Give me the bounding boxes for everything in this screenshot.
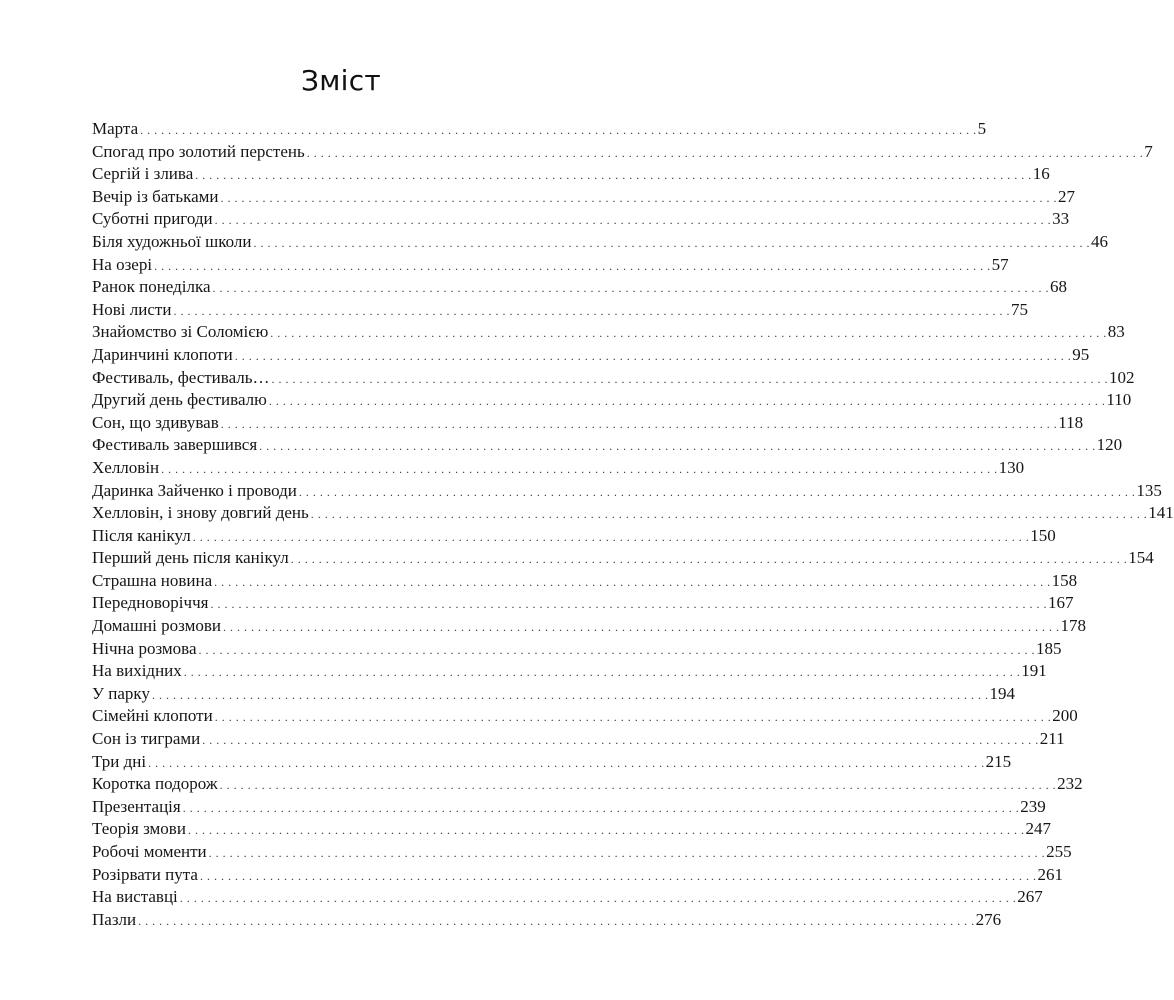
dot-leader: . . . . . . . . . . . . . . . . . . . . . . . . . . . . . . . . . . . . . . . . . . . . . . . . . . . . . . . . . . . . . . . . . . . . . . . . . . . . . . . . . . . . . . . . . . . . . . . . . . . . . . . . . . . . . . . . . . . . . . . . <box>271 371 1108 386</box>
toc-entry-title: Розірвати пута <box>92 864 198 884</box>
page-title: Зміст <box>300 64 382 97</box>
dot-leader: . . . . . . . . . . . . . . . . . . . . . . . . . . . . . . . . . . . . . . . . . . . . . . . . . . . . . . . . . . . . . . . . . . . . . . . . . . . . . . . . . . . . . . . . . . . . . . . . . . . . . . . . . . . . . . . . . . . . . . . . <box>253 235 1090 250</box>
toc-entry <box>92 615 1086 638</box>
toc-entry <box>92 864 1063 887</box>
dot-leader: . . . . . . . . . . . . . . . . . . . . . . . . . . . . . . . . . . . . . . . . . . . . . . . . . . . . . . . . . . . . . . . . . . . . . . . . . . . . . . . . . . . . . . . . . . . . . . . . . . . . . . . . . . . . . . . . . . . . . . . . <box>192 529 1030 544</box>
toc-entry-title: На озері <box>92 254 153 274</box>
toc-entry <box>92 638 1062 661</box>
toc-entry-page-number: 232 <box>1057 774 1083 794</box>
toc-entry-page-number: 95 <box>1072 344 1090 364</box>
toc-entry-page-number: 150 <box>1030 525 1056 545</box>
toc-entry-page-number: 158 <box>1051 570 1078 590</box>
dot-leader: . . . . . . . . . . . . . . . . . . . . . . . . . . . . . . . . . . . . . . . . . . . . . . . . . . . . . . . . . . . . . . . . . . . . . . . . . . . . . . . . . . . . . . . . . . . . . . . . . . . . . . . . . . . . . . . . . . . . . . . . <box>220 190 1058 205</box>
toc-entry-title: Сон із тиграми <box>92 729 201 749</box>
dot-leader: . . . . . . . . . . . . . . . . . . . . . . . . . . . . . . . . . . . . . . . . . . . . . . . . . . . . . . . . . . . . . . . . . . . . . . . . . . . . . . . . . . . . . . . . . . . . . . . . . . . . . . . . . . . . . . . . . . . . . . . . <box>270 326 1107 341</box>
dot-leader: . . . . . . . . . . . . . . . . . . . . . . . . . . . . . . . . . . . . . . . . . . . . . . . . . . . . . . . . . . . . . . . . . . . . . . . . . . . . . . . . . . . . . . . . . . . . . . . . . . . . . . . . . . . . . . . . . . . . . . . . <box>182 800 1020 815</box>
toc-entry-title: Презентація <box>92 796 181 816</box>
dot-leader: . . . . . . . . . . . . . . . . . . . . . . . . . . . . . . . . . . . . . . . . . . . . . . . . . . . . . . . . . . . . . . . . . . . . . . . . . . . . . . . . . . . . . . . . . . . . . . . . . . . . . . . . . . . . . . . . . . . . . . . . <box>268 394 1106 409</box>
toc-entry-title: Хелловін <box>92 457 160 477</box>
dot-leader: . . . . . . . . . . . . . . . . . . . . . . . . . . . . . . . . . . . . . . . . . . . . . . . . . . . . . . . . . . . . . . . . . . . . . . . . . . . . . . . . . . . . . . . . . . . . . . . . . . . . . . . . . . . . . . . . . . . . . . . . <box>187 823 1025 838</box>
toc-entry-title: Передноворіччя <box>92 593 209 613</box>
toc-entry <box>92 254 1009 277</box>
toc-entry-page-number: 255 <box>1046 842 1072 861</box>
toc-entry <box>92 231 1108 254</box>
toc-entry-page-number: 141 <box>1148 503 1174 523</box>
toc-entry-title: Страшна новина <box>92 570 213 590</box>
toc-entry <box>92 299 1028 322</box>
toc-entry <box>92 163 1050 186</box>
toc-entry-page-number: 68 <box>1050 277 1068 297</box>
toc-entry-title: Фестиваль завершився <box>92 435 258 455</box>
toc-entry-page-number: 154 <box>1128 548 1154 568</box>
toc-entry <box>92 344 1090 367</box>
toc-entry-title: Знайомство зі Соломією <box>92 322 269 342</box>
toc-entry-title: Нічна розмова <box>92 638 197 658</box>
table-of-contents <box>92 118 1174 931</box>
toc-entry <box>92 525 1056 548</box>
toc-entry-page-number: 200 <box>1052 706 1078 726</box>
toc-entry <box>92 186 1076 209</box>
toc-entry-title: У парку <box>92 683 150 703</box>
dot-leader: . . . . . . . . . . . . . . . . . . . . . . . . . . . . . . . . . . . . . . . . . . . . . . . . . . . . . . . . . . . . . . . . . . . . . . . . . . . . . . . . . . . . . . . . . . . . . . . . . . . . . . . . . . . . . . . . . . . . . . . . <box>214 213 1052 228</box>
toc-entry <box>92 389 1132 412</box>
toc-entry-page-number: 135 <box>1136 480 1162 500</box>
toc-entry-page-number: 239 <box>1020 796 1046 816</box>
dot-leader: . . . . . . . . . . . . . . . . . . . . . . . . . . . . . . . . . . . . . . . . . . . . . . . . . . . . . . . . . . . . . . . . . . . . . . . . . . . . . . . . . . . . . . . . . . . . . . . . . . . . . . . . . . . . . . . . . . . . . . . . <box>210 597 1047 612</box>
toc-entry <box>92 118 987 141</box>
dot-leader: . . . . . . . . . . . . . . . . . . . . . . . . . . . . . . . . . . . . . . . . . . . . . . . . . . . . . . . . . . . . . . . . . . . . . . . . . . . . . . . . . . . . . . . . . . . . . . . . . . . . . . . . . . . . . . . . . . . . . . . . <box>173 303 1010 318</box>
dot-leader: . . . . . . . . . . . . . . . . . . . . . . . . . . . . . . . . . . . . . . . . . . . . . . . . . . . . . . . . . . . . . . . . . . . . . . . . . . . . . . . . . . . . . . . . . . . . . . . . . . . . . . . . . . . . . . . . . . . . . . . . <box>138 913 975 928</box>
dot-leader: . . . . . . . . . . . . . . . . . . . . . . . . . . . . . . . . . . . . . . . . . . . . . . . . . . . . . . . . . . . . . . . . . . . . . . . . . . . . . . . . . . . . . . . . . . . . . . . . . . . . . . . . . . . . . . . . . . . . . . . . <box>140 123 977 137</box>
toc-entry-title: Сергій і злива <box>92 164 194 184</box>
toc-entry <box>92 796 1046 819</box>
toc-entry <box>92 547 1154 570</box>
toc-entry <box>92 705 1078 728</box>
toc-entry-page-number: 194 <box>989 683 1015 703</box>
toc-entry-page-number: 102 <box>1109 367 1135 387</box>
toc-entry-page-number: 261 <box>1037 864 1063 884</box>
dot-leader: . . . . . . . . . . . . . . . . . . . . . . . . . . . . . . . . . . . . . . . . . . . . . . . . . . . . . . . . . . . . . . . . . . . . . . . . . . . . . . . . . . . . . . . . . . . . . . . . . . . . . . . . . . . . . . . . . . . . . . . . <box>202 733 1039 748</box>
dot-leader: . . . . . . . . . . . . . . . . . . . . . . . . . . . . . . . . . . . . . . . . . . . . . . . . . . . . . . . . . . . . . . . . . . . . . . . . . . . . . . . . . . . . . . . . . . . . . . . . . . . . . . . . . . . . . . . . . . . . . . . . <box>219 778 1057 793</box>
toc-entry-title: Робочі моменти <box>92 842 207 861</box>
toc-entry-title: Сімейні клопоти <box>92 706 213 726</box>
dot-leader: . . . . . . . . . . . . . . . . . . . . . . . . . . . . . . . . . . . . . . . . . . . . . . . . . . . . . . . . . . . . . . . . . . . . . . . . . . . . . . . . . . . . . . . . . . . . . . . . . . . . . . . . . . . . . . . . . . . . . . . . <box>222 620 1060 635</box>
toc-entry <box>92 728 1065 751</box>
toc-entry-title: Домашні розмови <box>92 616 221 636</box>
toc-entry-page-number: 46 <box>1090 231 1108 251</box>
toc-entry-title: Другий день фестивалю <box>92 390 267 410</box>
toc-entry-page-number: 110 <box>1106 390 1132 410</box>
dot-leader: . . . . . . . . . . . . . . . . . . . . . . . . . . . . . . . . . . . . . . . . . . . . . . . . . . . . . . . . . . . . . . . . . . . . . . . . . . . . . . . . . . . . . . . . . . . . . . . . . . . . . . . . . . . . . . . . . . . . . . . . <box>198 642 1036 657</box>
toc-entry-title: Ранок понеділка <box>92 277 211 297</box>
toc-entry-page-number: 276 <box>975 909 1002 929</box>
dot-leader: . . . . . . . . . . . . . . . . . . . . . . . . . . . . . . . . . . . . . . . . . . . . . . . . . . . . . . . . . . . . . . . . . . . . . . . . . . . . . . . . . . . . . . . . . . . . . . . . . . . . . . . . . . . . . . . . . . . . . . . . <box>148 755 985 770</box>
toc-entry-title: Хелловін, і знову довгий день <box>92 503 309 523</box>
toc-entry-page-number: 118 <box>1058 412 1084 432</box>
toc-entry <box>92 412 1084 435</box>
toc-entry <box>92 818 1051 841</box>
toc-entry <box>92 434 1123 457</box>
dot-leader: . . . . . . . . . . . . . . . . . . . . . . . . . . . . . . . . . . . . . . . . . . . . . . . . . . . . . . . . . . . . . . . . . . . . . . . . . . . . . . . . . . . . . . . . . . . . . . . . . . . . . . . . . . . . . . . . . . . . . . . . <box>310 507 1148 522</box>
dot-leader: . . . . . . . . . . . . . . . . . . . . . . . . . . . . . . . . . . . . . . . . . . . . . . . . . . . . . . . . . . . . . . . . . . . . . . . . . . . . . . . . . . . . . . . . . . . . . . . . . . . . . . . . . . . . . . . . . . . . . . . . <box>183 665 1021 680</box>
toc-entry <box>92 502 1174 525</box>
dot-leader: . . . . . . . . . . . . . . . . . . . . . . . . . . . . . . . . . . . . . . . . . . . . . . . . . . . . . . . . . . . . . . . . . . . . . . . . . . . . . . . . . . . . . . . . . . . . . . . . . . . . . . . . . . . . . . . . . . . . . . . . <box>220 416 1058 431</box>
toc-entry-page-number: 130 <box>998 457 1025 477</box>
toc-entry-page-number: 16 <box>1032 164 1050 184</box>
toc-entry <box>92 480 1162 503</box>
toc-entry-title: Даринка Зайченко і проводи <box>92 480 297 500</box>
toc-entry <box>92 886 1043 909</box>
toc-entry-page-number: 267 <box>1017 887 1043 907</box>
toc-entry-page-number: 5 <box>977 119 987 138</box>
toc-entry-title: Вечір із батьками <box>92 186 219 206</box>
toc-entry-page-number: 27 <box>1058 186 1076 206</box>
toc-entry-title: Пазли <box>92 909 137 929</box>
toc-entry-page-number: 75 <box>1010 299 1028 319</box>
toc-entry-title: Коротка подорож <box>92 774 218 794</box>
toc-entry-page-number: 215 <box>985 751 1012 771</box>
toc-entry-page-number: 211 <box>1039 729 1065 749</box>
toc-entry-title: На виставці <box>92 887 178 907</box>
toc-entry-title: Спогад про золотий перстень <box>92 141 305 161</box>
toc-entry <box>92 570 1078 593</box>
toc-entry <box>92 660 1047 683</box>
dot-leader: . . . . . . . . . . . . . . . . . . . . . . . . . . . . . . . . . . . . . . . . . . . . . . . . . . . . . . . . . . . . . . . . . . . . . . . . . . . . . . . . . . . . . . . . . . . . . . . . . . . . . . . . . . . . . . . . . . . . . . . . <box>208 846 1046 860</box>
dot-leader: . . . . . . . . . . . . . . . . . . . . . . . . . . . . . . . . . . . . . . . . . . . . . . . . . . . . . . . . . . . . . . . . . . . . . . . . . . . . . . . . . . . . . . . . . . . . . . . . . . . . . . . . . . . . . . . . . . . . . . . . <box>290 552 1128 567</box>
dot-leader: . . . . . . . . . . . . . . . . . . . . . . . . . . . . . . . . . . . . . . . . . . . . . . . . . . . . . . . . . . . . . . . . . . . . . . . . . . . . . . . . . . . . . . . . . . . . . . . . . . . . . . . . . . . . . . . . . . . . . . . . <box>259 439 1096 454</box>
toc-entry <box>92 909 1002 932</box>
toc-entry-title: Суботні пригоди <box>92 209 213 229</box>
dot-leader: . . . . . . . . . . . . . . . . . . . . . . . . . . . . . . . . . . . . . . . . . . . . . . . . . . . . . . . . . . . . . . . . . . . . . . . . . . . . . . . . . . . . . . . . . . . . . . . . . . . . . . . . . . . . . . . . . . . . . . . . <box>214 574 1051 589</box>
toc-entry-page-number: 120 <box>1096 435 1123 455</box>
toc-entry <box>92 208 1070 231</box>
toc-entry-title: Теорія змови <box>92 819 186 839</box>
toc-entry-title: Сон, що здивував <box>92 412 219 432</box>
toc-entry-page-number: 7 <box>1144 141 1153 161</box>
dot-leader: . . . . . . . . . . . . . . . . . . . . . . . . . . . . . . . . . . . . . . . . . . . . . . . . . . . . . . . . . . . . . . . . . . . . . . . . . . . . . . . . . . . . . . . . . . . . . . . . . . . . . . . . . . . . . . . . . . . . . . . . <box>298 484 1136 499</box>
toc-entry <box>92 683 1015 706</box>
toc-entry-title: Даринчині клопоти <box>92 344 233 364</box>
toc-entry-page-number: 83 <box>1107 322 1125 342</box>
toc-entry-page-number: 167 <box>1047 593 1074 613</box>
toc-entry-title: Фестиваль, фестиваль… <box>92 367 270 387</box>
toc-entry-title: На вихідних <box>92 661 182 681</box>
dot-leader: . . . . . . . . . . . . . . . . . . . . . . . . . . . . . . . . . . . . . . . . . . . . . . . . . . . . . . . . . . . . . . . . . . . . . . . . . . . . . . . . . . . . . . . . . . . . . . . . . . . . . . . . . . . . . . . . . . . . . . . . <box>306 145 1144 160</box>
toc-entry-title: Нові листи <box>92 299 172 319</box>
toc-entry-title: Марта <box>92 119 139 138</box>
toc-entry-page-number: 191 <box>1021 661 1047 681</box>
toc-entry-title: Після канікул <box>92 525 191 545</box>
toc-entry-title: Три дні <box>92 751 147 771</box>
toc-entry <box>92 367 1135 390</box>
dot-leader: . . . . . . . . . . . . . . . . . . . . . . . . . . . . . . . . . . . . . . . . . . . . . . . . . . . . . . . . . . . . . . . . . . . . . . . . . . . . . . . . . . . . . . . . . . . . . . . . . . . . . . . . . . . . . . . . . . . . . . . . <box>214 710 1052 725</box>
toc-entry-page-number: 185 <box>1036 638 1062 658</box>
dot-leader: . . . . . . . . . . . . . . . . . . . . . . . . . . . . . . . . . . . . . . . . . . . . . . . . . . . . . . . . . . . . . . . . . . . . . . . . . . . . . . . . . . . . . . . . . . . . . . . . . . . . . . . . . . . . . . . . . . . . . . . . <box>179 891 1017 906</box>
dot-leader: . . . . . . . . . . . . . . . . . . . . . . . . . . . . . . . . . . . . . . . . . . . . . . . . . . . . . . . . . . . . . . . . . . . . . . . . . . . . . . . . . . . . . . . . . . . . . . . . . . . . . . . . . . . . . . . . . . . . . . . . <box>195 168 1032 183</box>
toc-entry <box>92 592 1074 615</box>
toc-entry-title: Перший день після канікул <box>92 548 289 568</box>
toc-entry <box>92 751 1012 774</box>
dot-leader: . . . . . . . . . . . . . . . . . . . . . . . . . . . . . . . . . . . . . . . . . . . . . . . . . . . . . . . . . . . . . . . . . . . . . . . . . . . . . . . . . . . . . . . . . . . . . . . . . . . . . . . . . . . . . . . . . . . . . . . . <box>161 461 998 476</box>
toc-entry-page-number: 247 <box>1025 819 1051 839</box>
toc-entry <box>92 841 1072 864</box>
toc-entry-title: Біля художньої школи <box>92 231 252 251</box>
toc-entry <box>92 773 1083 796</box>
dot-leader: . . . . . . . . . . . . . . . . . . . . . . . . . . . . . . . . . . . . . . . . . . . . . . . . . . . . . . . . . . . . . . . . . . . . . . . . . . . . . . . . . . . . . . . . . . . . . . . . . . . . . . . . . . . . . . . . . . . . . . . . <box>154 258 991 273</box>
dot-leader: . . . . . . . . . . . . . . . . . . . . . . . . . . . . . . . . . . . . . . . . . . . . . . . . . . . . . . . . . . . . . . . . . . . . . . . . . . . . . . . . . . . . . . . . . . . . . . . . . . . . . . . . . . . . . . . . . . . . . . . . <box>199 868 1037 883</box>
toc-entry <box>92 276 1068 299</box>
dot-leader: . . . . . . . . . . . . . . . . . . . . . . . . . . . . . . . . . . . . . . . . . . . . . . . . . . . . . . . . . . . . . . . . . . . . . . . . . . . . . . . . . . . . . . . . . . . . . . . . . . . . . . . . . . . . . . . . . . . . . . . . <box>151 687 989 702</box>
toc-entry <box>92 141 1153 164</box>
toc-entry <box>92 457 1025 480</box>
toc-entry-page-number: 178 <box>1060 616 1086 636</box>
toc-entry-page-number: 33 <box>1052 209 1070 229</box>
toc-entry <box>92 321 1125 344</box>
toc-entry-page-number: 57 <box>991 254 1009 274</box>
dot-leader: . . . . . . . . . . . . . . . . . . . . . . . . . . . . . . . . . . . . . . . . . . . . . . . . . . . . . . . . . . . . . . . . . . . . . . . . . . . . . . . . . . . . . . . . . . . . . . . . . . . . . . . . . . . . . . . . . . . . . . . . <box>234 348 1072 363</box>
dot-leader: . . . . . . . . . . . . . . . . . . . . . . . . . . . . . . . . . . . . . . . . . . . . . . . . . . . . . . . . . . . . . . . . . . . . . . . . . . . . . . . . . . . . . . . . . . . . . . . . . . . . . . . . . . . . . . . . . . . . . . . . <box>212 281 1050 296</box>
